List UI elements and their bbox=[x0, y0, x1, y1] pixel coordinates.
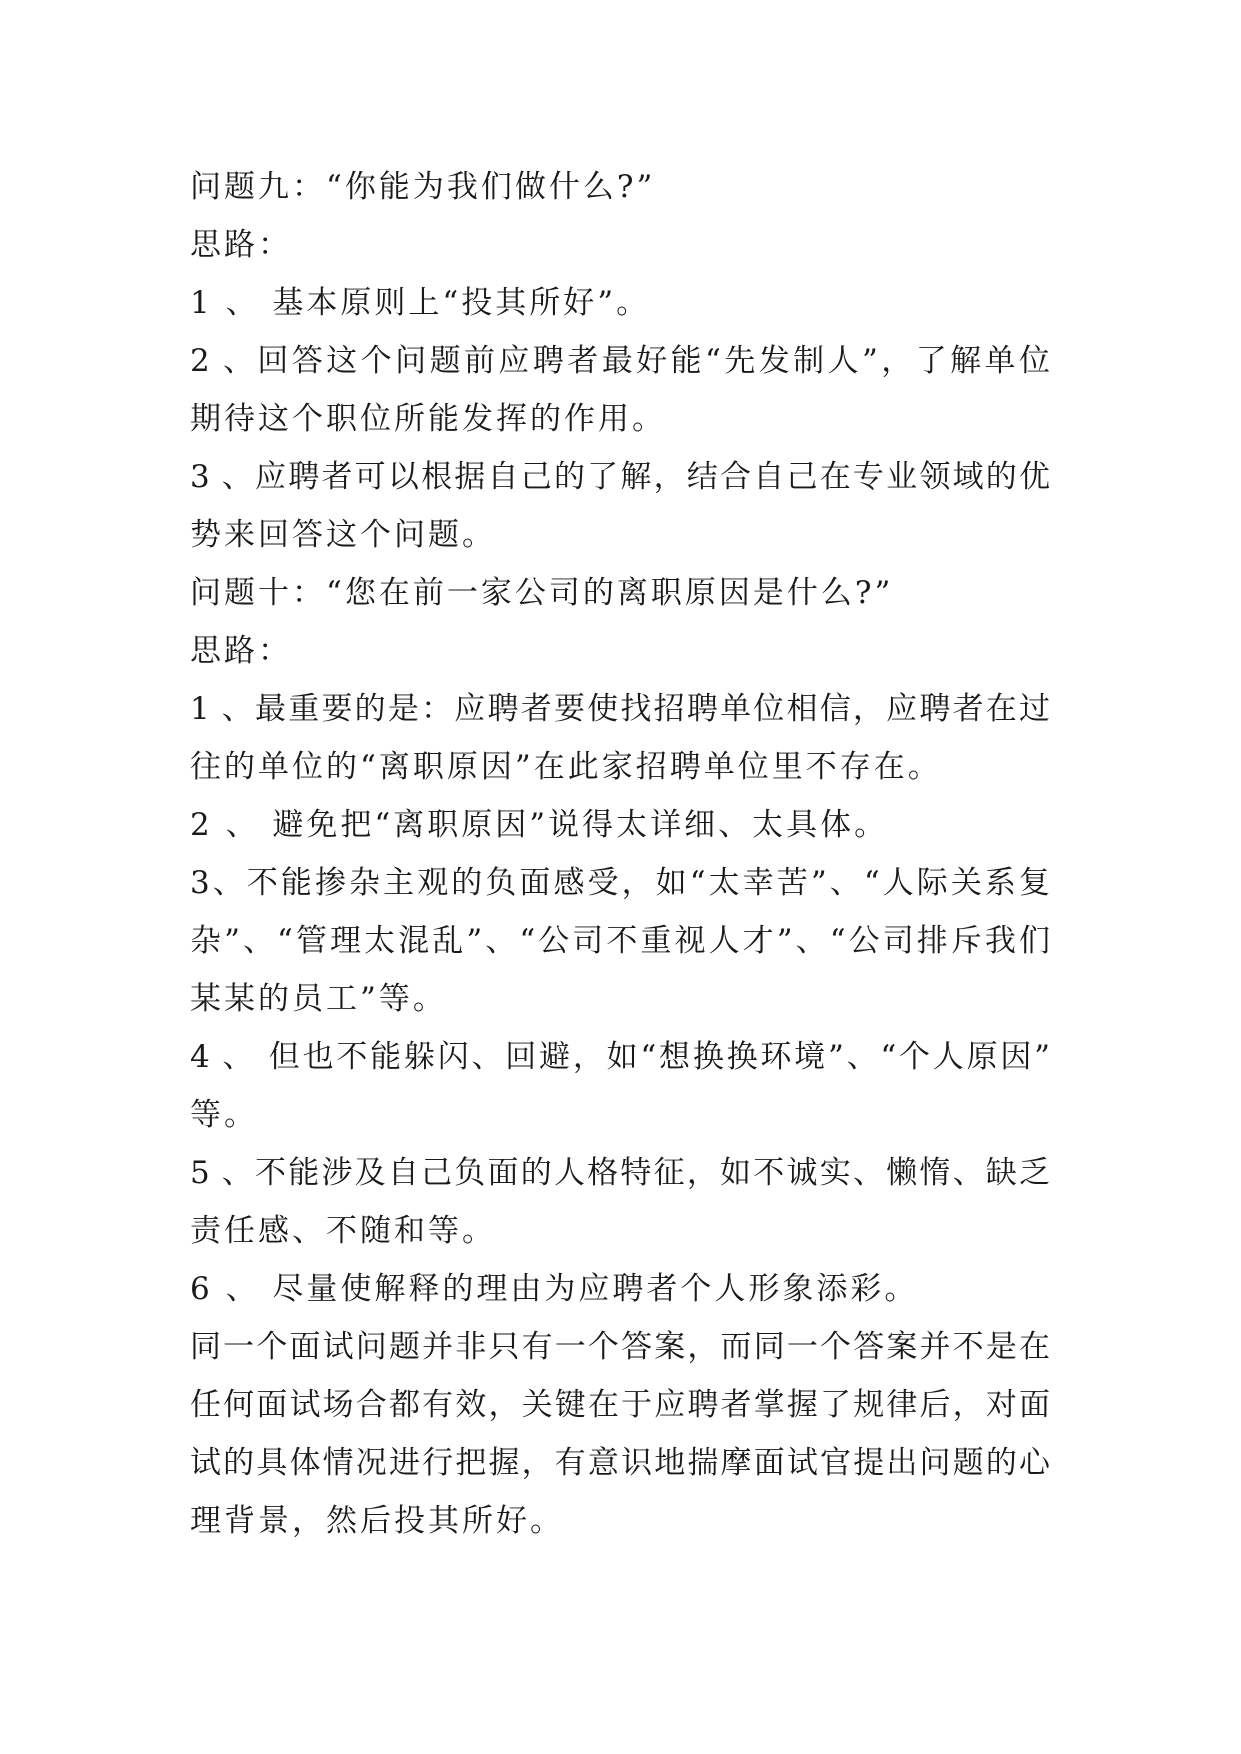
document-body bbox=[190, 158, 1050, 1550]
paragraph-line: 等。 bbox=[190, 1097, 258, 1133]
paragraph-line: 往的单位的“离职原因”在此家招聘单位里不存在。 bbox=[190, 749, 942, 785]
paragraph-line: 2 、 避免把“离职原因”说得太详细、太具体。 bbox=[190, 807, 889, 843]
paragraph-line: 5 、不能涉及自己负面的人格特征，如不诚实、懒惰、缺乏 bbox=[190, 1155, 1050, 1191]
paragraph-line: 2 、回答这个问题前应聘者最好能“先发制人”，了解单位 bbox=[190, 343, 1050, 379]
paragraph-line: 试的具体情况进行把握，有意识地揣摩面试官提出问题的心 bbox=[190, 1445, 1050, 1481]
paragraph-line: 3 、应聘者可以根据自己的了解，结合自己在专业领域的优 bbox=[190, 459, 1050, 495]
question-10-heading: 问题十：“您在前一家公司的离职原因是什么?” bbox=[190, 575, 894, 611]
paragraph-line: 4 、 但也不能躲闪、回避，如“想换换环境”、“个人原因” bbox=[190, 1039, 1050, 1075]
paragraph-line: 期待这个职位所能发挥的作用。 bbox=[190, 401, 666, 437]
paragraph-line: 1 、 基本原则上“投其所好”。 bbox=[190, 285, 651, 321]
paragraph-line: 6 、 尽量使解释的理由为应聘者个人形象添彩。 bbox=[190, 1271, 919, 1307]
paragraph-line: 杂”、“管理太混乱”、“公司不重视人才”、“公司排斥我们 bbox=[190, 923, 1050, 959]
paragraph-line: 同一个面试问题并非只有一个答案，而同一个答案并不是在 bbox=[190, 1329, 1050, 1365]
paragraph-line: 某某的员工”等。 bbox=[190, 981, 447, 1017]
paragraph-line: 责任感、不随和等。 bbox=[190, 1213, 496, 1249]
paragraph-line: 势来回答这个问题。 bbox=[190, 517, 496, 553]
question-9-heading: 问题九：“你能为我们做什么?” bbox=[190, 169, 656, 205]
approach-label: 思路： bbox=[190, 633, 292, 669]
approach-label: 思路： bbox=[190, 227, 292, 263]
paragraph-line: 理背景，然后投其所好。 bbox=[190, 1503, 564, 1539]
paragraph-line: 任何面试场合都有效，关键在于应聘者掌握了规律后，对面 bbox=[190, 1387, 1050, 1423]
paragraph-line: 3、不能掺杂主观的负面感受，如“太幸苦”、“人际关系复 bbox=[190, 865, 1050, 901]
paragraph-line: 1 、最重要的是：应聘者要使找招聘单位相信，应聘者在过 bbox=[190, 691, 1050, 727]
